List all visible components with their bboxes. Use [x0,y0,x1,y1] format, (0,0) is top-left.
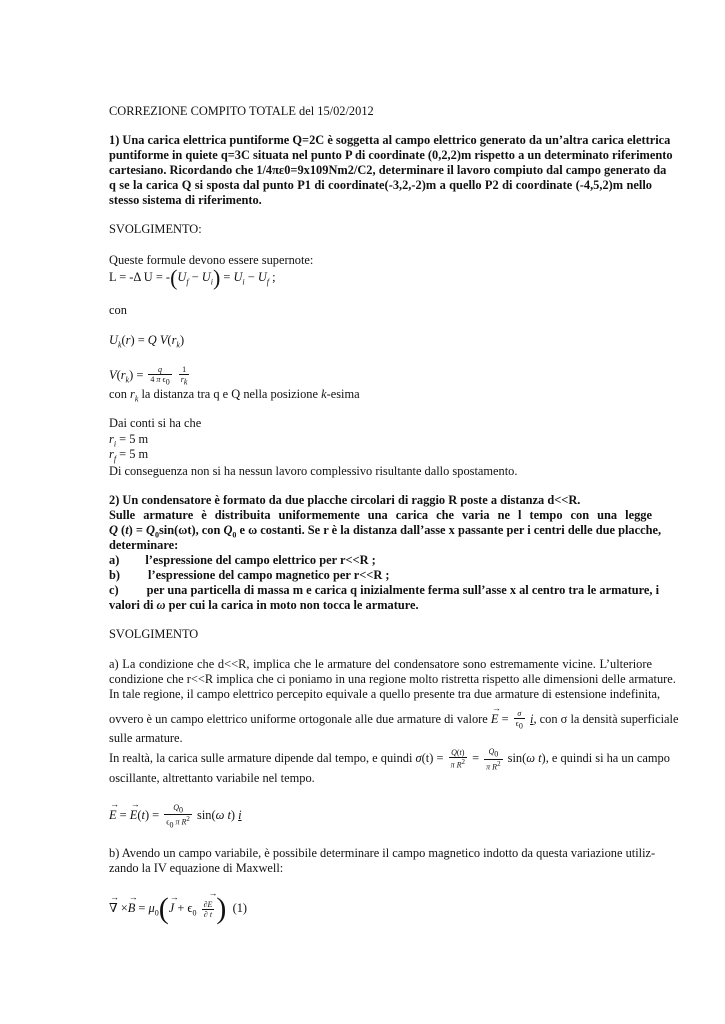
ex2-para-a-6: In realtà, la carica sulle armature dipende dal tempo, e quindi σ(t) = $\frac{Q(t)}{\pi R^2}$ = $\frac{Q_0}{\pi R^2}$ sin(ω t), e quindi si ha un campo [109,747,670,772]
ex2-line-2: Sulle armature è distribuita uniformemente una carica che varia ne l tempo con una legge [109,508,652,522]
ex1-svolgimento-heading: SVOLGIMENTO: [109,222,202,236]
ex2-item-c-cont: valori di ω per cui la carica in moto non tocca le armature. [109,598,419,612]
work-formula: L = -Δ $U = -(U_f - U_i) = U_i - U_f$ ; [109,265,276,291]
ex1-line-3: cartesiano. Ricordando che 1/4πε0=9x109Nm2/C2, determinare il lavoro compiuto dal campo generato da [109,163,667,177]
ex1-con: con [109,303,127,317]
ex2-item-c: c) per una particella di massa m e carica q inizialmente ferma sull’asse x al centro tra le armature, i [109,583,660,597]
electric-field-formula: → E = → E(t) = $\frac{Q_0}{\epsilon_0 \pi R^2}$ sin(ω t) i [109,802,242,830]
ex1-line-5: stesso sistema di riferimento. [109,193,262,207]
ex2-para-a-7: oscillante, altrettanto variabile nel tempo. [109,771,315,785]
ex2-item-a: a) l’espressione del campo elettrico per r<<R ; [109,553,376,567]
maxwell-equation: → ∇ ×→ $B = \mu_0(\to J + \epsilon_0$ $\frac{\partial\to E}{\partial t}$ ) (1) [109,893,247,928]
work-formula-lhs: L = -Δ U = - [109,270,171,284]
ex1-conti: Dai conti si ha che [109,416,202,430]
document-title: CORREZIONE COMPITO TOTALE del 15/02/2012 [109,104,374,118]
ex1-formule-intro: Queste formule devono essere supernote: [109,253,314,267]
ex2-para-a-2: condizione che r<<R implica che ci poniamo in una regione molto ristretta rispetto alle dimensioni delle armature. [109,672,676,686]
ex2-para-b-1: b) Avendo un campo variabile, è possibile determinare il campo magnetico indotto da questa variazione utiliz- [109,846,656,860]
ex2-para-b-2: zando la IV equazione di Maxwell: [109,861,284,875]
ex2-para-a-3: In tale regione, il campo elettrico percepito equivale a quello presente tra due armature di estensione indefinita, [109,687,661,701]
ex2-line-3: Q $(t) = Q_0\sin(\omega t)$, con $Q_0$ e ω costanti. Se r è la distanza dall’asse x passante per i centri delle due placche, [109,523,662,540]
ex2-line-4: determinare: [109,538,179,552]
ex2-svolgimento-heading: SVOLGIMENTO [109,627,199,641]
distance-description: con $r_k$ la distanza tra q e Q nella posizione k-esima [109,387,360,404]
ex1-line-4: q se la carica Q si sposta dal punto P1 di coordinate(-3,2,-2)m a quello P2 di coordinate (-4,5,2)m nello [109,178,652,192]
ex1-line-1: 1) Una carica elettrica puntiforme Q=2C è soggetta al campo elettrico generato da un’altra carica elettrica [109,133,671,147]
potential-formula: $V(r_k)$ = $\frac{q}{4 \pi \epsilon_0}$ $\frac{1}{r_k}$ [109,365,188,387]
ex1-line-2: puntiforme in quiete q=3C situata nel punto P di coordinate (0,2,2)m rispetto a un determinato riferimento [109,148,673,162]
equation-number: (1) [232,901,248,915]
ex2-line-1: 2) Un condensatore è formato da due placche circolari di raggio R poste a distanza d<<R. [109,493,581,507]
rf-value: $r_f = 5$ m [109,447,149,464]
ex1-conclusione: Di conseguenza non si ha nessun lavoro complessivo risultante dallo spostamento. [109,464,518,478]
ex2-para-a-1: a) La condizione che d<<R, implica che le armature del condensatore sono estremamente vicine. L’ulteriore [109,657,652,671]
potential-energy-formula: $U_k(r) = Q$ $V(r_k)$ [109,333,185,350]
ex2-para-a-5: sulle armature. [109,731,183,745]
ri-value: $r_i = 5$ m [109,432,149,449]
ex2-item-b: b) l’espressione del campo magnetico per r<<R ; [109,568,390,582]
ex2-para-a-4: ovvero è un campo elettrico uniforme ortogonale alle due armature di valore → E = $\frac{\sigma}{\epsilon_0}$ i, con σ la densità superficiale [109,707,678,731]
